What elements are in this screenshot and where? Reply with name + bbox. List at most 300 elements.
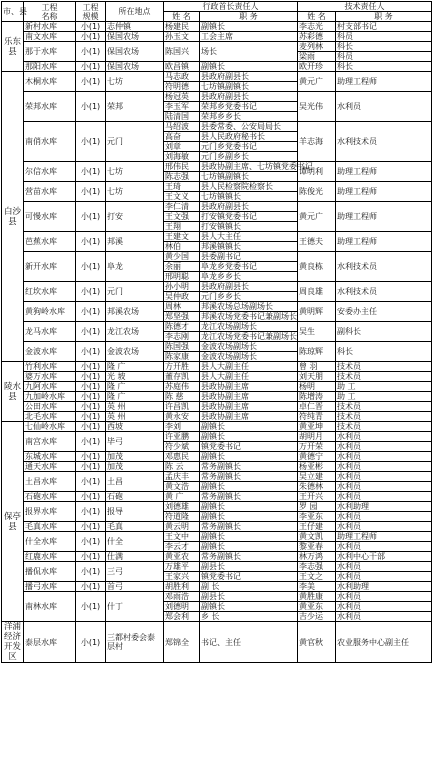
tech-title: 水利员 [337, 452, 361, 461]
admin-title: 县人民检察院检察长 [201, 182, 273, 191]
project-name: 新开水库 [24, 252, 76, 282]
admin-name: 王文中 [165, 532, 189, 541]
admin-name-cell [164, 362, 200, 372]
tech-title-cell [336, 62, 432, 72]
tech-title: 水利助理 [337, 582, 369, 591]
tech-name: 苏彩德 [299, 32, 323, 41]
tech-name-cell [298, 362, 336, 372]
admin-title: 县政府副县长 [201, 202, 249, 211]
admin-title-cell [200, 462, 298, 472]
project-name: 报界水库 [24, 502, 76, 522]
admin-name: 李云才 [164, 541, 199, 551]
tech-name-cell [298, 22, 336, 32]
admin-title-cell [200, 42, 298, 62]
project-scale: 小(1) [76, 92, 106, 122]
tech-title: 水利员 [337, 492, 361, 501]
admin-name-cell [164, 252, 200, 282]
admin-name: 陈国强 [165, 342, 189, 351]
tech-name: 胡明月 [299, 432, 323, 441]
tech-title-cell [336, 322, 432, 342]
tech-name-cell [298, 522, 336, 532]
table-row [2, 422, 432, 432]
tech-name-cell [298, 72, 336, 92]
admin-name-cell [164, 62, 200, 72]
tech-title-cell [336, 472, 432, 492]
admin-title: 县政府副县长 [201, 72, 249, 81]
admin-title: 金波农场副场长 [200, 351, 297, 361]
admin-title: 元门乡党委书记 [200, 141, 297, 151]
tech-name-cell [298, 122, 336, 162]
tech-title-cell [336, 622, 432, 663]
admin-name: 高奋 [164, 131, 199, 141]
admin-name-cell [164, 462, 200, 472]
admin-name: 董存凯 [165, 372, 189, 381]
admin-title-cell [200, 22, 298, 32]
project-location: 志仲镇 [106, 22, 164, 32]
tech-name: 王德夫 [299, 237, 323, 246]
project-name: 那阳水库 [24, 62, 76, 72]
tech-name-cell [298, 532, 336, 552]
admin-title: 常务副镇长 [201, 472, 241, 481]
project-location: 加茂 [106, 462, 164, 472]
admin-name: 余丽 [164, 261, 199, 271]
table-row [2, 462, 432, 472]
project-scale: 小(1) [76, 252, 106, 282]
project-scale: 小(1) [76, 502, 106, 522]
admin-title-cell [200, 392, 298, 402]
header-tech-group: 技术责任人 [298, 2, 432, 12]
admin-name-cell [164, 302, 200, 322]
admin-title: 邦溪农场总场副场长 [201, 302, 273, 311]
project-name: 九阿水库 [24, 382, 76, 392]
tech-name: 曾 羽 [299, 362, 318, 371]
tech-title: 技术员 [337, 362, 361, 371]
admin-name: 许亚鹏 [165, 432, 189, 441]
admin-title-cell [200, 522, 298, 532]
project-location: 三弓 [106, 562, 164, 582]
tech-title: 科长 [337, 42, 353, 51]
tech-title: 助理工程师 [337, 532, 377, 541]
tech-name: 梁雨 [298, 51, 335, 61]
admin-name-cell [164, 342, 200, 362]
table-row [2, 522, 432, 532]
tech-title: 水利员 [337, 432, 361, 441]
admin-name: 王文强 [164, 211, 199, 221]
project-scale: 小(1) [76, 552, 106, 562]
table-row [2, 42, 432, 62]
admin-name: 郑锦全 [165, 637, 189, 647]
tech-title-cell [336, 362, 432, 372]
tech-name: 黄良栋 [299, 262, 323, 271]
project-name: 黄狗岭水库 [24, 302, 76, 322]
project-name: 北毛水库 [24, 412, 76, 422]
tech-name: 吴立建 [299, 472, 323, 481]
header-admin-group: 行政首长责任人 [164, 2, 298, 12]
admin-title: 七坊镇副镇长 [200, 81, 297, 91]
project-scale: 小(1) [76, 412, 106, 422]
tech-title: 水利员 [337, 472, 361, 481]
tech-title: 安委办主任 [337, 307, 377, 316]
admin-name: 李刘 [165, 422, 181, 431]
tech-title: 农业服务中心副主任 [337, 637, 409, 647]
admin-title: 元门乡副乡长 [200, 151, 297, 161]
project-location: 保国农场 [106, 42, 164, 62]
project-location: 邦溪 [106, 232, 164, 252]
admin-name: 黄少国 [165, 252, 189, 261]
tech-name: 万开荣 [298, 441, 335, 451]
project-location: 毕弓 [106, 432, 164, 452]
tech-title: 水利员 [337, 462, 361, 471]
admin-title: 常务副镇长 [201, 462, 241, 471]
table-row [2, 232, 432, 252]
admin-name-cell [164, 162, 200, 182]
tech-title-cell [336, 452, 432, 462]
tech-title: 水利员 [336, 601, 431, 611]
admin-title: 阜龙乡乡长 [200, 271, 297, 281]
admin-title-cell [200, 562, 298, 582]
tech-title: 水利员 [336, 511, 431, 521]
admin-name-cell [164, 452, 200, 462]
admin-name-cell [164, 382, 200, 392]
table-row [2, 282, 432, 302]
tech-name-cell [298, 582, 336, 592]
tech-name-cell [298, 592, 336, 622]
admin-title-cell [200, 492, 298, 502]
admin-name: 孙玉文 [165, 32, 189, 41]
admin-name: 邢明聪 [164, 271, 199, 281]
admin-name: 黄亚农 [165, 552, 189, 561]
table-row [2, 302, 432, 322]
project-location: 元门 [106, 282, 164, 302]
tech-name: 黄元广 [299, 212, 323, 221]
tech-title: 技术员 [337, 372, 361, 381]
admin-title-cell [200, 532, 298, 552]
admin-name: 陈家康 [164, 351, 199, 361]
table-row [2, 202, 432, 232]
admin-name-cell [164, 492, 200, 502]
tech-name: 李美 [299, 582, 315, 591]
admin-title-cell [200, 342, 298, 362]
table-row [2, 392, 432, 402]
tech-title-cell [336, 462, 432, 472]
tech-title-cell [336, 502, 432, 522]
project-scale: 小(1) [76, 582, 106, 592]
project-name: 可慢水库 [24, 202, 76, 232]
admin-title: 副镇长 [200, 481, 297, 491]
tech-name: 李亚东 [298, 511, 335, 521]
tech-title: 村支部书记 [337, 22, 377, 31]
admin-name-cell [164, 422, 200, 432]
project-name: 毛真水库 [24, 522, 76, 532]
project-location: 邦溪农场 [106, 302, 164, 322]
admin-title-cell [200, 232, 298, 252]
project-location: 龙江农场 [106, 322, 164, 342]
tech-title: 助理工程师 [337, 77, 377, 86]
city-cell: 乐东县 [2, 22, 24, 72]
project-scale: 小(1) [76, 182, 106, 202]
tech-name: 卓仁晋 [299, 402, 323, 411]
admin-title: 邦溪镇镇长 [200, 241, 297, 251]
project-scale: 小(1) [76, 22, 106, 32]
tech-name: 谭明利 [299, 167, 323, 176]
project-scale: 小(1) [76, 402, 106, 412]
admin-name-cell [164, 472, 200, 492]
admin-name: 黄文浩 [164, 481, 199, 491]
admin-title: 副镇长 [201, 22, 225, 31]
admin-title: 县政府副县长 [201, 282, 249, 291]
tech-title-cell [336, 522, 432, 532]
admin-title: 书记、主任 [201, 637, 241, 647]
tech-name: 杨明 [299, 382, 315, 391]
project-location: 荣邦 [106, 92, 164, 122]
admin-name: 王建文 [165, 232, 189, 241]
project-location: 保国农场 [106, 62, 164, 72]
tech-name-cell [298, 452, 336, 462]
tech-name-cell [298, 422, 336, 432]
tech-name-cell [298, 392, 336, 402]
tech-title-cell [336, 252, 432, 282]
admin-title: 场长 [201, 47, 217, 56]
tech-title-cell [336, 202, 432, 232]
tech-name-cell [298, 282, 336, 302]
admin-title-cell [200, 502, 298, 522]
admin-title: 县政协副主席、七坊镇党委书记 [201, 162, 313, 171]
project-location: 元门 [106, 122, 164, 162]
table-row [2, 362, 432, 372]
admin-name-cell [164, 622, 200, 663]
table-row [2, 452, 432, 462]
header-tech-title: 职 务 [336, 12, 432, 22]
tech-name-cell [298, 182, 336, 202]
tech-name: 王仔建 [299, 522, 323, 531]
project-scale: 小(1) [76, 202, 106, 232]
project-scale: 小(1) [76, 62, 106, 72]
admin-title: 荣邦乡乡长 [200, 111, 297, 121]
tech-title: 水利员 [336, 571, 431, 581]
header-tech-name: 姓 名 [298, 12, 336, 22]
table-row [2, 22, 432, 32]
tech-name: 黄亚东 [298, 601, 335, 611]
tech-name: 吴生 [299, 327, 315, 336]
admin-title: 副镇长 [201, 422, 225, 431]
tech-name: 麦列林 [299, 42, 323, 51]
tech-title-cell [336, 162, 432, 182]
tech-name: 黄文凯 [299, 532, 323, 541]
admin-name-cell [164, 562, 200, 582]
tech-title-cell [336, 382, 432, 392]
header-scale: 工程 规模 [76, 2, 106, 22]
project-location: 阜龙 [106, 252, 164, 282]
project-name: 那于水库 [24, 42, 76, 62]
tech-name-cell [298, 62, 336, 72]
admin-name-cell [164, 432, 200, 452]
tech-title-cell [336, 22, 432, 32]
tech-title-cell [336, 372, 432, 382]
admin-title: 常务副镇长 [201, 492, 241, 501]
tech-name-cell [298, 92, 336, 122]
project-scale: 小(1) [76, 622, 106, 663]
admin-title: 副镇长 [201, 532, 225, 541]
table-row [2, 342, 432, 362]
tech-name: 黄元广 [299, 77, 323, 86]
tech-name-cell [298, 32, 336, 42]
reservoir-responsibility-table [1, 1, 432, 663]
tech-name-cell [298, 372, 336, 382]
admin-name: 黄永安 [165, 412, 189, 421]
tech-title-cell [336, 392, 432, 402]
admin-name: 李仁清 [165, 202, 189, 211]
admin-name: 孟庆丰 [165, 472, 189, 481]
admin-title: 元门乡乡长 [200, 291, 297, 301]
tech-name: 周良雄 [299, 287, 323, 296]
tech-name: 李志光 [299, 22, 323, 31]
admin-name: 孙小明 [165, 282, 189, 291]
admin-name-cell [164, 582, 200, 592]
project-scale: 小(1) [76, 342, 106, 362]
admin-name: 刘章 [164, 141, 199, 151]
admin-name-cell [164, 392, 200, 402]
header-city: 市、县 [2, 2, 24, 22]
admin-name: 符少斌 [164, 441, 199, 451]
project-location: 隆 广 [106, 382, 164, 392]
project-name: 龙马水库 [24, 322, 76, 342]
tech-title: 助 工 [337, 392, 356, 401]
admin-title: 工会主席 [201, 32, 233, 41]
admin-name: 林伯 [164, 241, 199, 251]
tech-name-cell [298, 412, 336, 422]
tech-title-cell [336, 92, 432, 122]
project-location: 七坊 [106, 162, 164, 182]
tech-name: 黄德宁 [299, 452, 323, 461]
tech-title-cell [336, 562, 432, 582]
project-scale: 小(1) [76, 162, 106, 182]
admin-title-cell [200, 382, 298, 392]
tech-name-cell [298, 302, 336, 322]
project-name: 南文水库 [24, 32, 76, 42]
project-scale: 小(1) [76, 372, 106, 382]
admin-name: 邢伟民 [165, 162, 189, 171]
tech-name: 黎亚春 [298, 541, 335, 551]
tech-name-cell [298, 232, 336, 252]
tech-name: 黄亚坤 [299, 422, 323, 431]
city-cell: 洋浦经济开发区 [2, 622, 24, 663]
tech-title-cell [336, 232, 432, 252]
admin-name: 黄 广 [165, 492, 184, 501]
admin-title: 县人大副主任 [201, 362, 249, 371]
table-row [2, 432, 432, 452]
admin-name-cell [164, 412, 200, 422]
admin-title-cell [200, 582, 298, 592]
table-row [2, 402, 432, 412]
admin-name: 陈国兴 [165, 47, 189, 56]
project-location: 金波农场 [106, 342, 164, 362]
admin-title: 镇党委书记 [200, 441, 297, 451]
admin-title-cell [200, 622, 298, 663]
tech-name-cell [298, 252, 336, 282]
admin-name-cell [164, 182, 200, 202]
tech-name: 罗 园 [299, 502, 318, 511]
tech-title-cell [336, 402, 432, 412]
admin-name-cell [164, 372, 200, 382]
tech-title-cell [336, 72, 432, 92]
project-scale: 小(1) [76, 232, 106, 252]
tech-name-cell [298, 202, 336, 232]
admin-name: 刘德雄 [165, 502, 189, 511]
project-location: 隆 广 [106, 362, 164, 372]
project-name: 木桐水库 [24, 72, 76, 92]
project-scale: 小(1) [76, 322, 106, 342]
tech-title: 技术员 [337, 402, 361, 411]
tech-title: 助理工程师 [337, 237, 377, 246]
admin-name-cell [164, 22, 200, 32]
admin-name-cell [164, 592, 200, 622]
admin-title: 副镇长 [201, 452, 225, 461]
project-name: 南俏水库 [24, 122, 76, 162]
admin-title: 镇党委书记 [200, 571, 297, 581]
table-row [2, 382, 432, 392]
admin-title-cell [200, 592, 298, 622]
tech-title: 科长 [337, 62, 353, 71]
project-name: 通天水库 [24, 462, 76, 472]
admin-title-cell [200, 422, 298, 432]
table-row [2, 412, 432, 422]
admin-title-cell [200, 412, 298, 422]
project-location: 七坊 [106, 182, 164, 202]
project-name: 金波水库 [24, 342, 76, 362]
tech-title: 水利员 [337, 592, 361, 601]
admin-name: 黄云明 [165, 522, 189, 531]
admin-title: 常务副镇长 [201, 522, 241, 531]
project-name: 南林水库 [24, 592, 76, 622]
tech-name: 李志强 [299, 562, 323, 571]
admin-name: 陈德才 [165, 322, 189, 331]
header-admin-title: 职 务 [200, 12, 298, 22]
tech-title: 水利助理 [337, 502, 369, 511]
tech-title: 水利员 [336, 611, 431, 621]
table-row [2, 562, 432, 582]
tech-title: 助 工 [337, 382, 356, 391]
project-scale: 小(1) [76, 282, 106, 302]
project-scale: 小(1) [76, 472, 106, 492]
tech-title: 水利员 [336, 481, 431, 491]
admin-title: 打安镇党委书记 [200, 211, 297, 221]
admin-title: 打安镇镇长 [200, 221, 297, 231]
table-row [2, 72, 432, 92]
tech-name: 羊志海 [299, 137, 323, 146]
admin-name: 王琦 [165, 182, 181, 191]
admin-name: 王文义 [164, 191, 199, 201]
admin-name-cell [164, 42, 200, 62]
project-location: 西坡 [106, 422, 164, 432]
project-location: 光 坡 [106, 372, 164, 382]
tech-name: 陈琼辉 [299, 347, 323, 356]
admin-title: 七坊镇镇长 [200, 191, 297, 201]
admin-title-cell [200, 202, 298, 232]
tech-title-cell [336, 552, 432, 562]
admin-title: 邦溪农场党委书记兼副场长 [201, 312, 297, 321]
tech-name-cell [298, 382, 336, 392]
admin-title-cell [200, 62, 298, 72]
project-name: 南宫水库 [24, 432, 76, 452]
table-row [2, 582, 432, 592]
tech-title: 副科长 [337, 327, 361, 336]
tech-name: 吉少运 [298, 611, 335, 621]
project-scale: 小(1) [76, 122, 106, 162]
city-cell: 白沙县 [2, 72, 24, 362]
tech-name: 王文之 [298, 571, 335, 581]
admin-title: 副镇长 [201, 432, 225, 441]
admin-name: 欧昌镇 [165, 62, 189, 71]
